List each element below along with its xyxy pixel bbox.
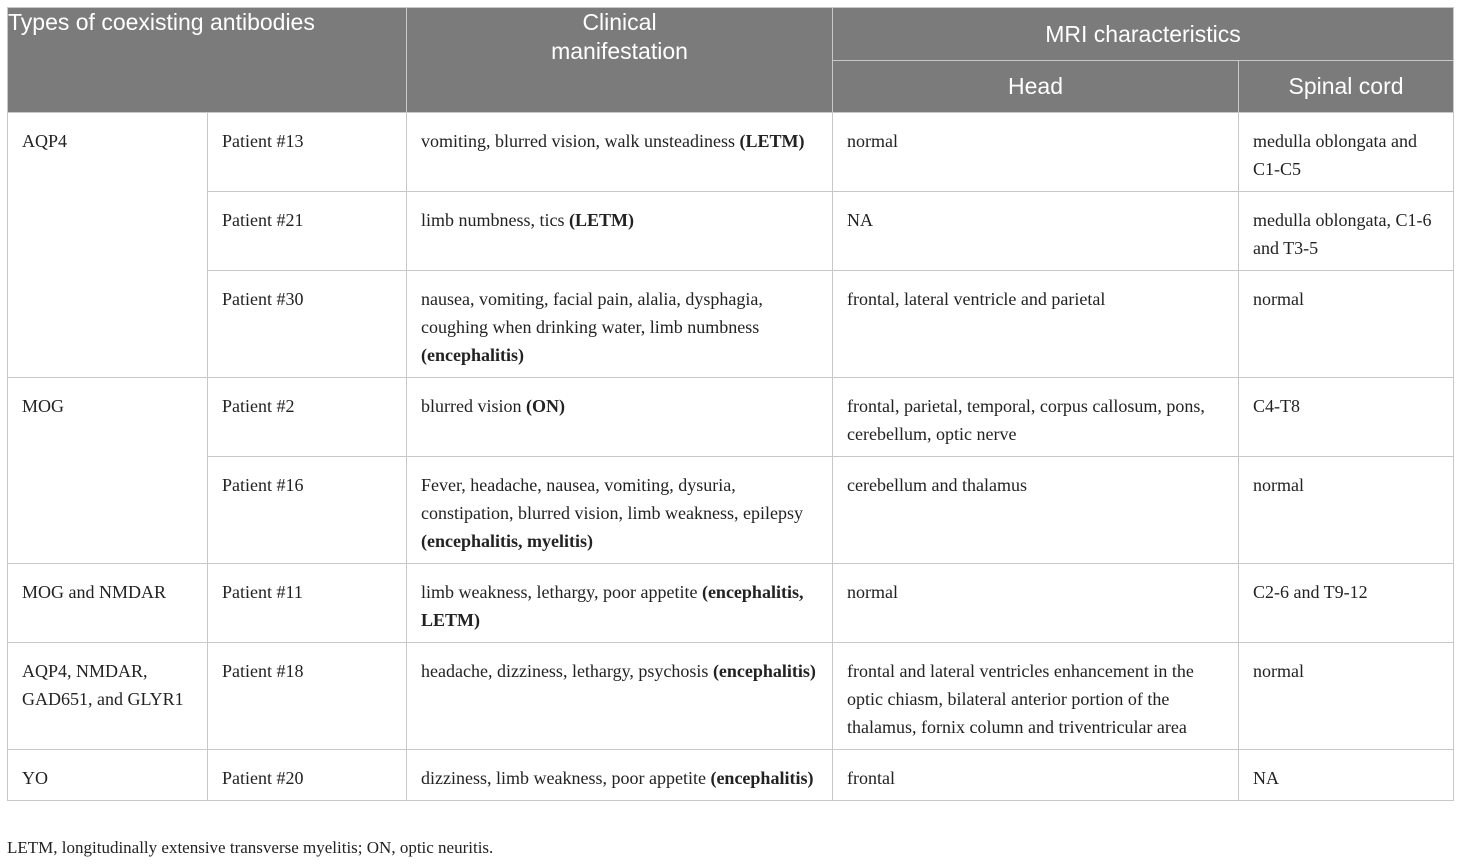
clinical-diagnosis: (encephalitis) (710, 768, 814, 788)
spinal-mri: C4-T8 (1239, 378, 1454, 457)
head-mri: frontal (833, 750, 1239, 801)
spinal-mri: medulla oblongata, C1-6 and T3-5 (1239, 192, 1454, 271)
clinical-diagnosis: (LETM) (569, 210, 635, 230)
header-types: Types of coexisting antibodies (8, 8, 407, 113)
head-mri: frontal, lateral ventricle and parietal (833, 271, 1239, 378)
clinical-diagnosis: (encephalitis) (712, 661, 816, 681)
header-row (8, 8, 1454, 61)
antibody-table (7, 7, 1454, 801)
clinical-diagnosis: (encephalitis, myelitis) (421, 531, 593, 551)
spinal-mri: medulla oblongata and C1-C5 (1239, 113, 1454, 192)
antibody-type: AQP4 (8, 113, 208, 378)
spinal-mri: NA (1239, 750, 1454, 801)
header-clinical (407, 8, 833, 113)
table-row (8, 113, 1454, 192)
spinal-mri: C2-6 and T9-12 (1239, 564, 1454, 643)
table-row (8, 378, 1454, 457)
table-row (8, 564, 1454, 643)
table-row (8, 643, 1454, 750)
clinical-cell (407, 271, 833, 378)
clinical-cell (407, 457, 833, 564)
table-row (8, 271, 1454, 378)
table-footnote: LETM, longitudinally extensive transverse myelitis; ON, optic neuritis. (7, 838, 494, 857)
head-mri: NA (833, 192, 1239, 271)
clinical-text: vomiting, blurred vision, walk unsteadiness (421, 131, 740, 151)
spinal-mri: normal (1239, 643, 1454, 750)
antibody-type: MOG and NMDAR (8, 564, 208, 643)
header-spinal: Spinal cord (1239, 61, 1454, 113)
clinical-diagnosis: (encephalitis) (421, 345, 525, 365)
antibody-type: AQP4, NMDAR, GAD651, and GLYR1 (8, 643, 208, 750)
patient-id: Patient #21 (208, 192, 407, 271)
clinical-cell (407, 113, 833, 192)
clinical-text: headache, dizziness, lethargy, psychosis (421, 661, 713, 681)
head-mri: frontal, parietal, temporal, corpus callosum, pons, cerebellum, optic nerve (833, 378, 1239, 457)
antibody-type: YO (8, 750, 208, 801)
spinal-mri: normal (1239, 457, 1454, 564)
patient-id: Patient #13 (208, 113, 407, 192)
clinical-text: limb weakness, lethargy, poor appetite (421, 582, 702, 602)
clinical-cell (407, 192, 833, 271)
clinical-cell (407, 750, 833, 801)
header-clinical-label: Clinical manifestation (551, 9, 688, 64)
clinical-diagnosis: (LETM) (739, 131, 805, 151)
clinical-cell (407, 643, 833, 750)
clinical-text: nausea, vomiting, facial pain, alalia, dysphagia, coughing when drinking water, limb numbness (421, 289, 763, 337)
table-row (8, 457, 1454, 564)
clinical-diagnosis: (ON) (526, 396, 566, 416)
head-mri: normal (833, 113, 1239, 192)
patient-id: Patient #30 (208, 271, 407, 378)
spinal-mri: normal (1239, 271, 1454, 378)
clinical-cell (407, 378, 833, 457)
clinical-text: limb numbness, tics (421, 210, 570, 230)
table-row (8, 192, 1454, 271)
head-mri: cerebellum and thalamus (833, 457, 1239, 564)
clinical-text: Fever, headache, nausea, vomiting, dysuria, constipation, blurred vision, limb weakness, epilepsy (421, 475, 803, 523)
header-mri: MRI characteristics (833, 8, 1454, 61)
patient-id: Patient #2 (208, 378, 407, 457)
patient-id: Patient #16 (208, 457, 407, 564)
patient-id: Patient #11 (208, 564, 407, 643)
clinical-text: blurred vision (421, 396, 527, 416)
patient-id: Patient #18 (208, 643, 407, 750)
table-row (8, 750, 1454, 801)
header-head: Head (833, 61, 1239, 113)
clinical-cell (407, 564, 833, 643)
clinical-diagnosis: (encephalitis, LETM) (421, 582, 804, 630)
head-mri: normal (833, 564, 1239, 643)
antibody-type: MOG (8, 378, 208, 564)
patient-id: Patient #20 (208, 750, 407, 801)
head-mri: frontal and lateral ventricles enhancement in the optic chiasm, bilateral anterior portion of the thalamus, fornix column and triventricular area (833, 643, 1239, 750)
clinical-text: dizziness, limb weakness, poor appetite (421, 768, 711, 788)
